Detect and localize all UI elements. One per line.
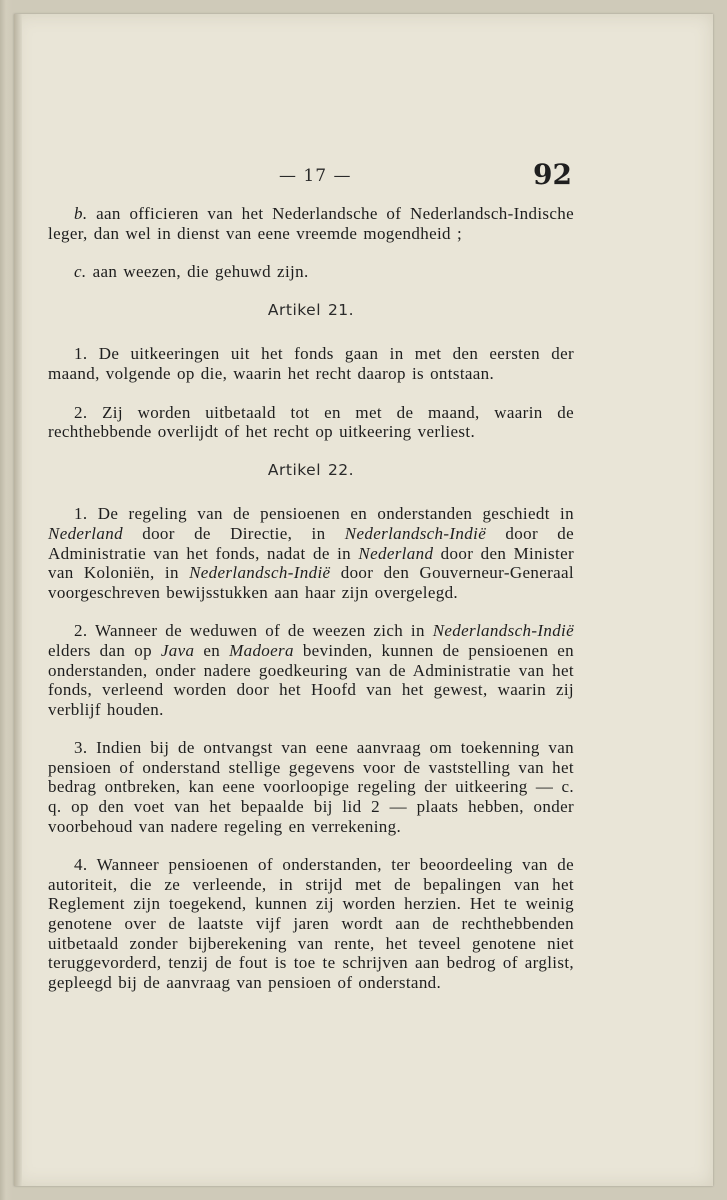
paragraph-text: Indien bij de ontvangst van eene aanvraag om toekenning van pensioen of onderstand stellige gegevens voor de vaststelling van het bedrag ontbreken, kan eene voorloopige regeling der uitkeering — c. q. op den voet van het bepaalde bij lid 2 — plaats hebben, onder voorbehoud van nadere regeling en verrekening.: [48, 738, 574, 836]
list-item-c-text: aan weezen, die gehuwd zijn.: [92, 262, 309, 282]
paragraph-text: Zij worden uitbetaald tot en met de maand, waarin de rechthebbende overlijdt of het recht op uitkeering verliest.: [48, 402, 574, 442]
paragraph-text-part: Wanneer de weduwen of de weezen zich in: [94, 621, 433, 641]
list-item-c: [48, 262, 574, 282]
paragraph-number: 1.: [74, 504, 88, 524]
italic-place-name: Nederlandsch-Indië: [344, 523, 487, 543]
article-22-paragraph-1: [48, 504, 574, 602]
paragraph-text: Wanneer pensioenen of onderstanden, ter beoordeeling van de autoriteit, die ze verleende, in strijd met de bepalingen van het Reglement zijn toegekend, kunnen zij worden herzien. Het te weinig genotene over de laatste vijf jaren wordt aan de rechthebbenden uitbetaald zonder bijberekening van rente, het teveel genotene niet teruggevorderd, tenzij de fout is toe te schrijven aan bedrog of arglist, gepleegd bij de aanvraag van pensioen of onderstand.: [48, 855, 575, 992]
article-21-paragraph-2: [48, 403, 574, 442]
article-22-paragraph-4: [48, 855, 574, 992]
article-21-paragraph-1: [48, 344, 574, 383]
paragraph-number: 4.: [74, 855, 88, 875]
document-page: [14, 14, 713, 1186]
paragraph-text-part: door de Administratie van het fonds, nadat de in: [48, 523, 575, 563]
paragraph-text-part: door den Gouverneur-Generaal voorgeschreven bewijsstukken aan haar zijn overgelegd.: [48, 563, 574, 602]
page-number: — 17 —: [279, 166, 352, 186]
italic-place-name: Nederlandsch-Indië: [432, 621, 575, 641]
paragraph-text-part: De regeling van de pensioenen en onderstanden geschiedt in: [97, 504, 574, 524]
article-22-paragraph-2: [48, 621, 574, 719]
paragraph-number: 3.: [74, 738, 88, 758]
page-header: [14, 158, 713, 198]
article-21-heading: Artikel 21.: [267, 300, 355, 319]
list-item-b: [48, 204, 574, 243]
paragraph-number: 2.: [74, 621, 88, 641]
list-item-c-label: c.: [74, 262, 87, 282]
italic-place-name: Nederland: [358, 543, 434, 563]
italic-place-name: Madoera: [229, 640, 294, 660]
article-22-heading: Artikel 22.: [267, 460, 355, 479]
paragraph-text-part: bevinden, kunnen de pensioenen en onderstanden, onder nadere goedkeuring van de Administratie van het fonds, verleend worden door het Hoofd van het gewest, waarin zij verblijf houden.: [48, 640, 575, 719]
paragraph-text-part: door den Minister van Koloniën, in: [48, 543, 574, 583]
list-item-b-text: aan officieren van het Nederlandsche of Nederlandsch-Indische leger, dan wel in dienst van eene vreemde mogendheid ;: [48, 204, 574, 243]
italic-place-name: Nederlandsch-Indië: [189, 563, 331, 583]
italic-place-name: Nederland: [48, 523, 123, 543]
list-item-b-label: b.: [74, 204, 88, 223]
paragraph-text: De uitkeeringen uit het fonds gaan in met den eersten der maand, volgende op die, waarin het recht daarop is ontstaan.: [48, 344, 574, 383]
paragraph-number: 1.: [74, 344, 88, 364]
paragraph-text-part: elders dan op: [48, 640, 161, 660]
paragraph-number: 2.: [74, 402, 88, 422]
article-22-paragraph-3: [48, 738, 574, 836]
paragraph-text-part: en: [194, 640, 230, 660]
italic-place-name: Java: [160, 640, 195, 660]
folio-number: 92: [533, 158, 572, 191]
document-body: [48, 204, 574, 1011]
paragraph-text-part: door de Directie, in: [122, 523, 345, 543]
